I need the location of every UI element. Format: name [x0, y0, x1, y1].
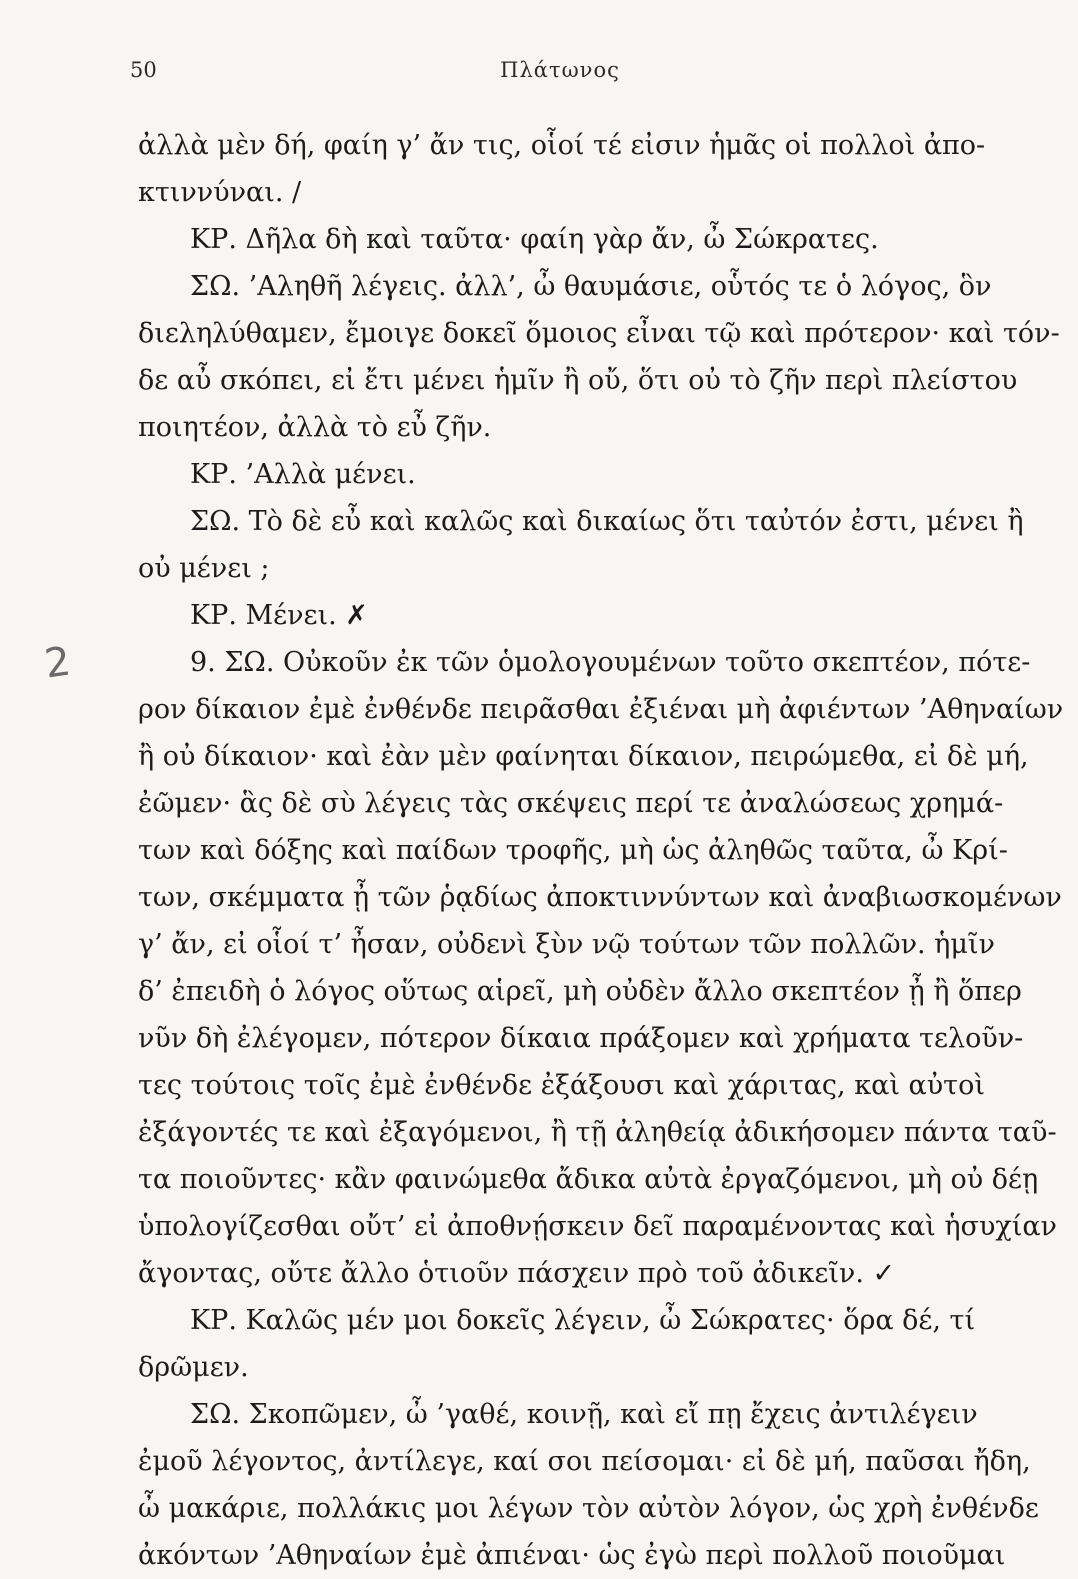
- text-line: ἢ οὐ δίκαιον· καὶ ἐὰν μὲν φαίνηται δίκαιον, πειρώμεθα, εἰ δὲ μή,: [138, 741, 1029, 772]
- text-line: δρῶμεν.: [138, 1352, 249, 1383]
- text-line: ρον δίκαιον ἐμὲ ἐνθένδε πειρᾶσθαι ἐξιέναι μὴ ἀφιέντων ’Αθηναίων: [138, 694, 1064, 725]
- text-line: διεληλύθαμεν, ἔμοιγε δοκεῖ ὅμοιος εἶναι τῷ καὶ πρότερον· καὶ τόν-: [138, 318, 1060, 349]
- page-header: [130, 58, 990, 92]
- text-line: ἐμοῦ λέγοντος, ἀντίλεγε, καί σοι πείσομαι· εἰ δὲ μή, παῦσαι ἤδη,: [138, 1446, 1031, 1477]
- text-line: 9. ΣΩ. Οὐκοῦν ἐκ τῶν ὁμολογουμένων τοῦτο σκεπτέον, πότε-: [190, 647, 1031, 678]
- text-line: δε αὖ σκόπει, εἰ ἔτι μένει ἡμῖν ἢ οὔ, ὅτι οὐ τὸ ζῆν περὶ πλείστου: [138, 365, 1018, 396]
- text-line: οὐ μένει ;: [138, 553, 270, 584]
- text-line: ΚΡ. Δῆλα δὴ καὶ ταῦτα· φαίη γὰρ ἄν, ὦ Σώκρατες.: [190, 224, 879, 255]
- text-line: ΣΩ. Τὸ δὲ εὖ καὶ καλῶς καὶ δικαίως ὅτι ταὐτόν ἐστι, μένει ἢ: [190, 506, 1024, 537]
- margin-annotation: 2: [41, 638, 74, 688]
- text-line: ΚΡ. Μένει. ✗: [190, 600, 368, 631]
- text-line: ἄγοντας, οὔτε ἄλλο ὁτιοῦν πάσχειν πρὸ τοῦ ἀδικεῖν. ✓: [138, 1258, 896, 1289]
- running-head: Πλάτωνος: [500, 58, 620, 82]
- text-line: ἐῶμεν· ἃς δὲ σὺ λέγεις τὰς σκέψεις περί τε ἀναλώσεως χρημά-: [138, 788, 1004, 819]
- page-number: 50: [130, 58, 157, 82]
- text-line: ὑπολογίζεσθαι οὔτ’ εἰ ἀποθνῄσκειν δεῖ παραμένοντας καὶ ἡσυχίαν: [138, 1211, 1057, 1242]
- text-line: ΣΩ. Σκοπῶμεν, ὦ ’γαθέ, κοινῇ, καὶ εἴ πῃ ἔχεις ἀντιλέγειν: [190, 1399, 978, 1430]
- text-line: ΚΡ. ’Αλλὰ μένει.: [190, 459, 416, 490]
- text-line: νῦν δὴ ἐλέγομεν, πότερον δίκαια πράξομεν καὶ χρήματα τελοῦν-: [138, 1023, 1024, 1054]
- text-line: ἐξάγοντές τε καὶ ἐξαγόμενοι, ἢ τῇ ἀληθείᾳ ἀδικήσομεν πάντα ταῦ-: [138, 1117, 1057, 1148]
- text-line: τα ποιοῦντες· κἂν φαινώμεθα ἄδικα αὐτὰ ἐργαζόμενοι, μὴ οὐ δέῃ: [138, 1164, 1039, 1195]
- text-line: των, σκέμματα ᾖ τῶν ῥᾳδίως ἀποκτιννύντων καὶ ἀναβιωσκομένων: [138, 882, 1062, 913]
- text-line: κτιννύναι. /: [138, 177, 302, 208]
- text-line: ποιητέον, ἀλλὰ τὸ εὖ ζῆν.: [138, 412, 492, 443]
- text-body: [138, 122, 1064, 1579]
- text-line: των καὶ δόξης καὶ παίδων τροφῆς, μὴ ὡς ἀληθῶς ταῦτα, ὦ Κρί-: [138, 835, 1008, 866]
- text-line: ὦ μακάριε, πολλάκις μοι λέγων τὸν αὐτὸν λόγον, ὡς χρὴ ἐνθένδε: [138, 1493, 1039, 1524]
- text-line: τες τούτοις τοῖς ἐμὲ ἐνθένδε ἐξάξουσι καὶ χάριτας, καὶ αὐτοὶ: [138, 1070, 985, 1101]
- text-line: ἀλλὰ μὲν δή, φαίη γ’ ἄν τις, οἷοί τέ εἰσιν ἡμᾶς οἱ πολλοὶ ἀπο-: [138, 130, 986, 161]
- text-line: ΚΡ. Καλῶς μέν μοι δοκεῖς λέγειν, ὦ Σώκρατες· ὅρα δέ, τί: [190, 1305, 976, 1336]
- text-line: δ’ ἐπειδὴ ὁ λόγος οὕτως αἱρεῖ, μὴ οὐδὲν ἄλλο σκεπτέον ᾖ ἢ ὅπερ: [138, 976, 1022, 1007]
- text-line: ἀκόντων ’Αθηναίων ἐμὲ ἀπιέναι· ὡς ἐγὼ περὶ πολλοῦ ποιοῦμαι: [138, 1540, 1006, 1571]
- text-line: γ’ ἄν, εἰ οἷοί τ’ ἦσαν, οὐδενὶ ξὺν νῷ τούτων τῶν πολλῶν. ἡμῖν: [138, 929, 995, 960]
- text-line: ΣΩ. ’Αληθῆ λέγεις. ἀλλ’, ὦ θαυμάσιε, οὗτός τε ὁ λόγος, ὃν: [190, 271, 992, 302]
